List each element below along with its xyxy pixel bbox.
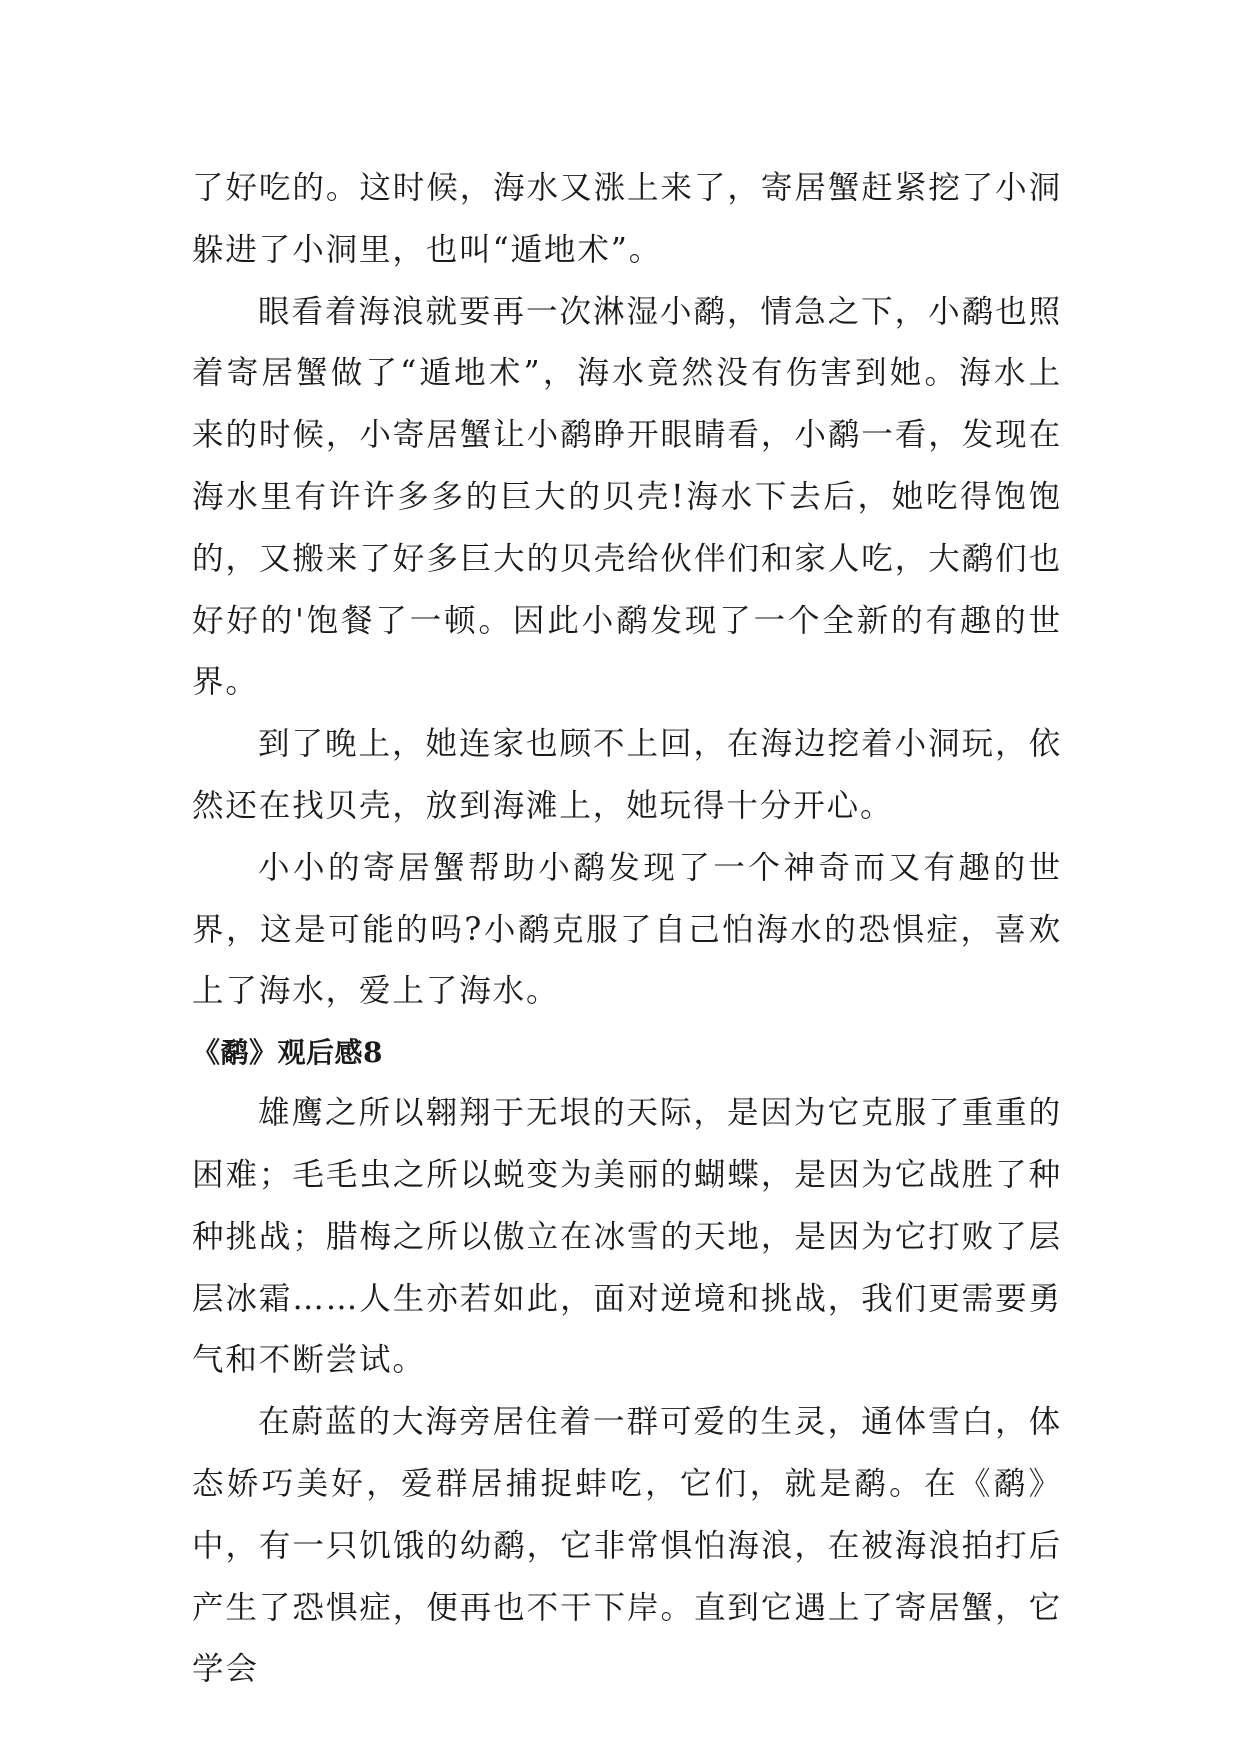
paragraph-6: 在蔚蓝的大海旁居住着一群可爱的生灵，通体雪白，体态娇巧美好，爱群居捕捉蚌吃，它们，就是鹬。在《鹬》中，有一只饥饿的幼鹬，它非常惧怕海浪，在被海浪拍打后产生了恐惧症，便再也不干下岸。直到它遇上了寄居蟹，它学会 [192, 1404, 1062, 1688]
document-body [192, 158, 1062, 1701]
paragraph-1: 了好吃的。这时候，海水又涨上来了，寄居蟹赶紧挖了小洞躲进了小洞里，也叫“遁地术”。 [192, 170, 1062, 268]
paragraph-3: 到了晚上，她连家也顾不上回，在海边挖着小洞玩，依然还在找贝壳，放到海滩上，她玩得十分开心。 [192, 726, 1062, 824]
paragraph-5: 雄鹰之所以翱翔于无垠的天际，是因为它克服了重重的困难；毛毛虫之所以蜕变为美丽的蝴蝶，是因为它战胜了种种挑战；腊梅之所以傲立在冰雪的天地，是因为它打败了层层冰霜……人生亦若如此，面对逆境和挑战，我们更需要勇气和不断尝试。 [192, 1095, 1062, 1379]
section-heading: 《鹬》观后感8 [192, 1036, 383, 1070]
paragraph-2: 眼看着海浪就要再一次淋湿小鹬，情急之下，小鹬也照着寄居蟹做了“遁地术”，海水竟然没有伤害到她。海水上来的时候，小寄居蟹让小鹬睁开眼睛看，小鹬一看，发现在海水里有许许多多的巨大的贝壳!海水下去后，她吃得饱饱的，又搬来了好多巨大的贝壳给伙伴们和家人吃，大鹬们也好好的'饱餐了一顿。因此小鹬发现了一个全新的有趣的世界。 [192, 293, 1062, 701]
paragraph-4: 小小的寄居蟹帮助小鹬发现了一个神奇而又有趣的世界，这是可能的吗?小鹬克服了自己怕海水的恐惧症，喜欢上了海水，爱上了海水。 [192, 849, 1062, 1010]
